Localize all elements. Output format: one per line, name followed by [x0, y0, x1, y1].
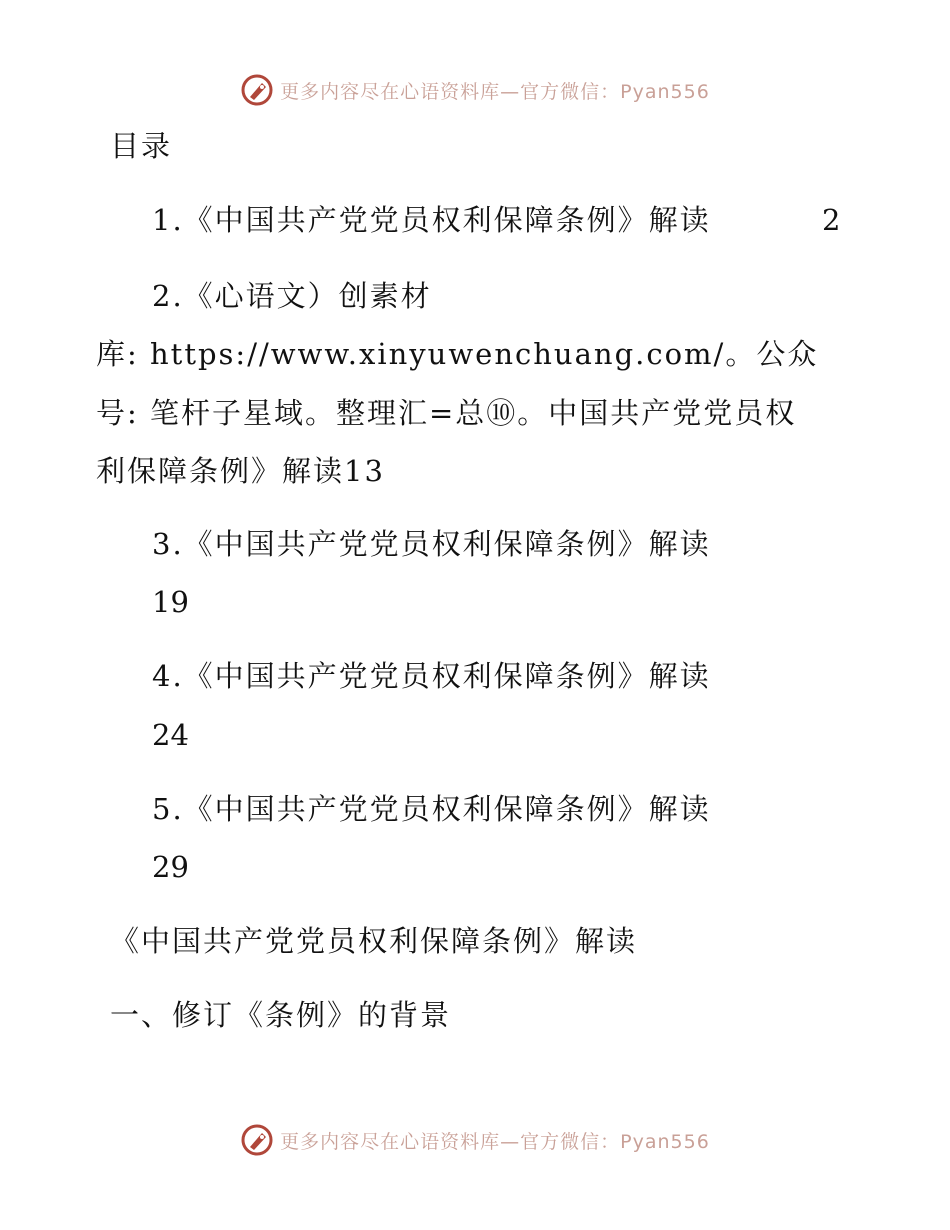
toc-item-4-page: 24	[152, 718, 189, 752]
toc-item-4[interactable]: 4.《中国共产党党员权利保障条例》解读	[152, 659, 711, 693]
pen-nib-logo-icon	[240, 73, 274, 107]
toc-item-5[interactable]: 5.《中国共产党党员权利保障条例》解读	[152, 792, 711, 826]
toc-title: 目录	[110, 129, 173, 163]
pen-nib-logo-icon	[240, 1123, 274, 1157]
toc-item-3[interactable]: 3.《中国共产党党员权利保障条例》解读	[152, 527, 711, 561]
toc-item-1[interactable]: 1.《中国共产党党员权利保障条例》解读	[152, 203, 711, 237]
header-banner	[0, 70, 950, 110]
footer-banner	[0, 1120, 950, 1160]
toc-item-2-line-4: 利保障条例》解读13	[96, 454, 385, 488]
document-title: 《中国共产党党员权利保障条例》解读	[110, 924, 638, 958]
toc-item-5-page: 29	[152, 850, 189, 884]
footer-banner-text: 更多内容尽在心语资料库—官方微信：Pyan556	[280, 1130, 710, 1153]
header-banner-text: 更多内容尽在心语资料库—官方微信：Pyan556	[280, 80, 710, 103]
section-heading: 一、修订《条例》的背景	[110, 998, 452, 1032]
toc-item-2[interactable]: 2.《心语文）创素材	[152, 279, 432, 313]
toc-item-1-page: 2	[822, 203, 841, 237]
toc-item-3-page: 19	[152, 585, 189, 619]
toc-item-2-line-3: 号: 笔杆子星域。整理汇=总⑩。中国共产党党员权	[96, 396, 797, 430]
toc-item-2-line-2: 库: https://www.xinyuwenchuang.com/。公众	[96, 337, 819, 371]
